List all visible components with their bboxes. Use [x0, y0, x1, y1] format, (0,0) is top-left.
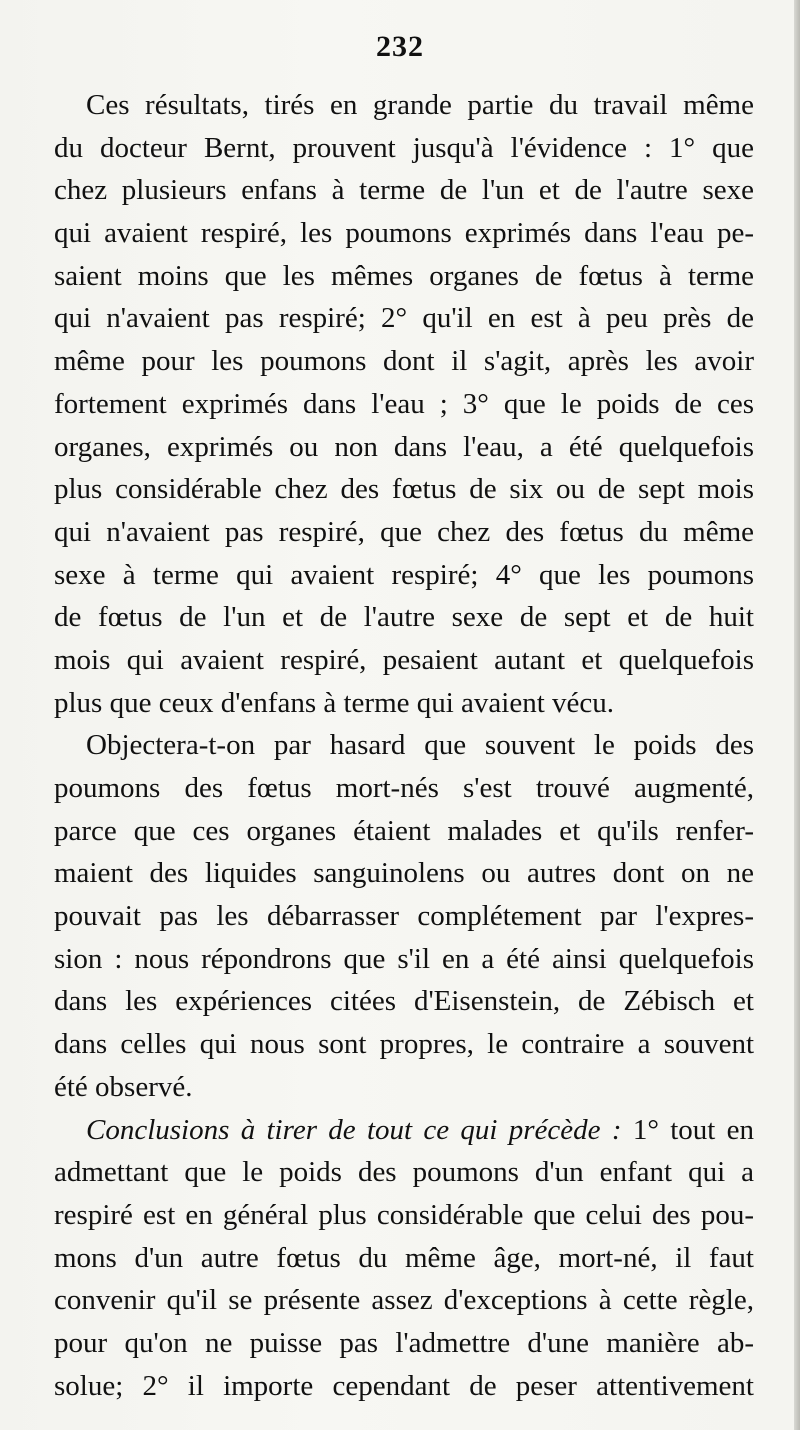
- text-line: fortement exprimés dans l'eau ; 3° que le poids de ces: [54, 387, 754, 420]
- text-line: convenir qu'il se présente assez d'exceptions à cette règle,: [54, 1284, 754, 1317]
- text-line: chez plusieurs enfans à terme de l'un et de l'autre sexe: [54, 174, 754, 207]
- text-line: qui n'avaient pas respiré, que chez des fœtus du même: [54, 515, 754, 548]
- text-line: saient moins que les mêmes organes de fœtus à terme: [54, 259, 754, 292]
- text-line: de fœtus de l'un et de l'autre sexe de sept et de huit: [54, 601, 754, 634]
- conclusion-heading: Conclusions à tirer de tout ce qui précède :: [86, 1113, 622, 1146]
- text-line: [54, 1109, 754, 1152]
- text-line: mois qui avaient respiré, pesaient autant et quelquefois: [54, 643, 754, 676]
- text-line: parce que ces organes étaient malades et qu'ils renfer-: [54, 814, 754, 847]
- text-line: été observé.: [54, 1070, 193, 1103]
- text-line: pour qu'on ne puisse pas l'admettre d'une manière ab-: [54, 1326, 754, 1359]
- text-line: maient des liquides sanguinolens ou autres dont on ne: [54, 857, 754, 890]
- body-text: [54, 84, 754, 1407]
- text-line: sion : nous répondrons que s'il en a été ainsi quelquefois: [54, 942, 754, 975]
- text-line: sexe à terme qui avaient respiré; 4° que les poumons: [54, 558, 754, 591]
- text-line: organes, exprimés ou non dans l'eau, a été quelquefois: [54, 430, 754, 463]
- text-line: mons d'un autre fœtus du même âge, mort-né, il faut: [54, 1241, 754, 1274]
- text-line: dans les expériences citées d'Eisenstein, de Zébisch et: [54, 985, 754, 1018]
- text-line: qui avaient respiré, les poumons exprimés dans l'eau pe-: [54, 217, 754, 250]
- text-line: du docteur Bernt, prouvent jusqu'à l'évidence : 1° que: [54, 131, 754, 164]
- text-line: plus considérable chez des fœtus de six ou de sept mois: [54, 473, 754, 506]
- text-line: respiré est en général plus considérable que celui des pou-: [54, 1198, 754, 1231]
- text-line: même pour les poumons dont il s'agit, après les avoir: [54, 345, 754, 378]
- text-line: qui n'avaient pas respiré; 2° qu'il en est à peu près de: [54, 302, 754, 335]
- page-number: 232: [376, 30, 424, 63]
- text-line: plus que ceux d'enfans à terme qui avaient vécu.: [54, 686, 615, 719]
- text-line: Objectera-t-on par hasard que souvent le poids des: [86, 729, 754, 762]
- text-line: solue; 2° il importe cependant de peser attentivement: [54, 1369, 754, 1402]
- text-fragment: 1° tout en: [632, 1113, 754, 1146]
- text-line: admettant que le poids des poumons d'un enfant qui a: [54, 1156, 754, 1189]
- text-line: pouvait pas les débarrasser complétement par l'expres-: [54, 900, 754, 933]
- text-line: Ces résultats, tirés en grande partie du travail même: [86, 89, 754, 121]
- text-line: poumons des fœtus mort-nés s'est trouvé augmenté,: [54, 772, 754, 804]
- text-line: dans celles qui nous sont propres, le contraire a souvent: [54, 1028, 754, 1061]
- page-edge-shadow: [794, 0, 800, 1430]
